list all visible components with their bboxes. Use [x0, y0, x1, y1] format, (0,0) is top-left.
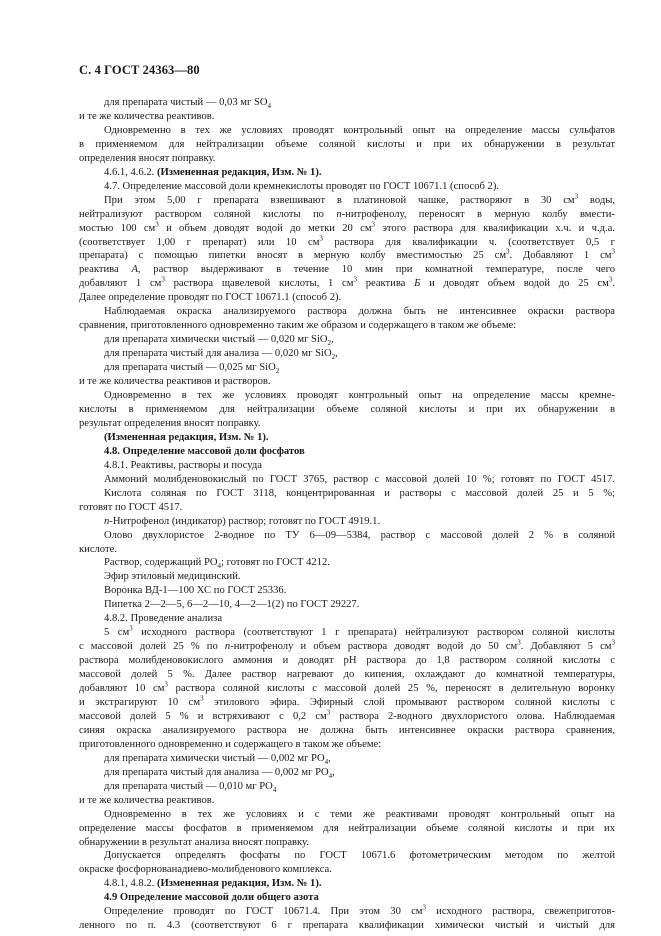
text-line: в применяемом для нейтрализации объеме соляной кислоты и при их обнаружении в результат — [79, 138, 615, 150]
text-line: для препарата чистый для анализа — 0,002 мг $PO_4$, — [104, 766, 335, 780]
text-line: и те же количества реактивов и растворов. — [79, 376, 271, 388]
text-line: массовой долей 5 % и встряхивают с 0,2 $см^3$ раствора 2-водного двухлористого олова. Наблюдаемая — [79, 708, 615, 722]
text-line: Олово двухлористое 2-водное по ТУ 6—09—5384, раствор с массовой долей 2 % в соляной — [104, 529, 615, 541]
text-line: для препарата чистый для анализа — 0,020 мг SiO$_2$, — [104, 348, 338, 362]
text-line: для препарата химически чистый — 0,002 мг $PO_4$, — [104, 752, 331, 766]
text-line: определение массы фосфатов в применяемом для нейтрализации объеме соляной кислоты и при их — [79, 822, 615, 834]
text-line: Эфир этиловый медицинский. — [104, 571, 241, 583]
text-line: Определение проводят по ГОСТ 10671.4. При этом 30 $см^3$ исходного раствора, свежеприготов- — [104, 903, 615, 918]
text-line: нейтрализуют раствором соляной кислоты по п-нитрофенолу, переносят в мерную колбу вмести- — [79, 208, 615, 220]
text-line: 4.6.1, 4.6.2. (Измененная редакция, Изм. № 1). — [104, 166, 322, 178]
text-line: с массовой долей 25 % по п-нитрофенолу и объем раствора доводят водой до 50 $см^3$. Добавляют 5 $см^3$ — [79, 638, 615, 653]
text-line: Допускается определять фосфаты по ГОСТ 10671.6 фотометрическим методом по желтой — [104, 850, 615, 862]
text-line: (Измененная редакция, Изм. № 1). — [104, 431, 269, 443]
text-line: Аммоний молибденовокислый по ГОСТ 3765, раствор с массовой долей 10 %; готовят по ГОСТ 4517. — [104, 473, 615, 485]
text-line: 4.8.2. Проведение анализа — [104, 613, 223, 625]
text-line: для препарата чистый — 0,03 мг $SO_4$ — [104, 97, 272, 111]
text-line: Кислота соляная по ГОСТ 3118, концентрированная и растворы с массовой долей 25 и 5 %; — [104, 487, 615, 499]
text-line: для препарата чистый — 0,025 мг SiO$_2$ — [104, 362, 280, 376]
text-line: и те же количества реактивов. — [79, 794, 215, 806]
text-line: 4.8. Определение массовой доли фосфатов — [104, 445, 305, 457]
text-line: Одновременно в тех же условиях проводят контрольный опыт на определение массы кремне- — [104, 390, 615, 402]
text-line: массовой долей 5 %. Далее раствор нагревают до кипения, охлаждают до комнатной температуры, — [79, 669, 615, 681]
text-line: мостью 100 $см^3$ и объем доводят водой до метки 20 $см^3$ этого раствора для квалификации х.ч. и ч.д.а. — [79, 220, 615, 234]
text-line: для препарата химически чистый — 0,020 мг SiO$_2$, — [104, 334, 334, 348]
text-line: 4.8.1. Реактивы, растворы и посуда — [104, 459, 262, 471]
text-line: препарата) с помощью пипетки вносят в мерную колбу вместимостью 25 $см^3$. Добавляют 1 $см^3$ — [79, 247, 615, 262]
text-line: Далее определение проводят по ГОСТ 10671.1 (способ 2). — [79, 292, 342, 304]
document-body — [79, 96, 615, 933]
text-line: При этом 5,00 г препарата взвешивают в платиновой чашке, растворяют в 30 $см^3$ воды, — [104, 192, 615, 206]
text-line: определения вносят поправку. — [79, 152, 216, 164]
text-line: Раствор, содержащий $PO_4$; готовят по ГОСТ 4212. — [104, 557, 330, 571]
text-line: 4.9 Определение массовой доли общего азота — [104, 892, 319, 904]
text-line: Пипетка 2—2—5, 6—2—10, 4—2—1(2) по ГОСТ 29227. — [104, 599, 360, 611]
text-line: Воронка ВД-1—100 ХС по ГОСТ 25336. — [104, 585, 287, 597]
text-line: (соответствует 1,00 г препарат) или 10 $см^3$ раствора для квалификации ч. (соответствует 0,5 г — [79, 234, 615, 248]
text-line: и экстрагируют 10 $см^3$ этилового эфира. Эфирный слой промывают раствором соляной кислоты с — [79, 694, 615, 708]
text-line: Наблюдаемая окраска анализируемого раствора должна быть не интенсивнее окраски раствора — [104, 306, 615, 318]
text-line: 4.7. Определение массовой доли кремнекислоты проводят по ГОСТ 10671.1 (способ 2). — [104, 180, 500, 192]
text-line: 4.8.1, 4.8.2. (Измененная редакция, Изм. № 1). — [104, 878, 322, 890]
text-line: 5 $см^3$ исходного раствора (соответствуют 1 г препарата) нейтрализуют раствором соляной кислоты — [104, 624, 615, 639]
text-line: кислоты в применяемом для нейтрализации объеме соляной кислоты и при их обнаружении в — [79, 403, 615, 415]
text-line: готовят по ГОСТ 4517. — [79, 501, 183, 513]
text-line: синяя окраска анализируемого раствора не должна быть интенсивнее окраски раствора сравнения, — [79, 724, 615, 736]
text-line: добавляют 1 $см^3$ раствора щавелевой кислоты, 1 $см^3$ реактива Б и доводят объем водой до 25 $см^3$. — [79, 275, 615, 290]
text-line: обнаружении в результат анализа вносят поправку. — [79, 836, 309, 848]
text-line: добавляют 10 $см^3$ раствора соляной кислоты с массовой долей 25 %, переносят в делительную воронку — [79, 680, 615, 695]
text-line: кислоте. — [79, 543, 117, 555]
text-line: раствора молибденовокислого аммония и доводят pH раствора до 1,8 раствором соляной кислоты с — [79, 655, 615, 667]
text-line: п-Нитрофенол (индикатор) раствор; готовят по ГОСТ 4919.1. — [104, 515, 381, 527]
text-line: ленного по п. 4.3 (соответствуют 6 г препарата квалификации химически чистый и чистый для — [79, 920, 615, 932]
text-line: Одновременно в тех же условиях и с теми же реактивами проводят контрольный опыт на — [104, 808, 615, 820]
text-line: приготовленного одновременно и содержащего в таком же объеме: — [79, 738, 382, 750]
text-line: окраске фосфорнованадиево-молибденового комплекса. — [79, 864, 332, 876]
text-line: реактива А, раствор выдерживают в течение 10 мин при комнатной температуре, после чего — [79, 264, 615, 276]
page-header: С. 4 ГОСТ 24363—80 — [79, 63, 200, 77]
text-line: Одновременно в тех же условиях проводят контрольный опыт на определение массы сульфатов — [104, 124, 615, 136]
text-line: результат определения вносят поправку. — [79, 417, 261, 429]
text-line: и те же количества реактивов. — [79, 110, 215, 122]
text-line: сравнения, приготовленного одновременно таким же образом и содержащего в таком же объеме: — [79, 320, 517, 332]
text-line: для препарата чистый — 0,010 мг $PO_4$ — [104, 780, 277, 794]
